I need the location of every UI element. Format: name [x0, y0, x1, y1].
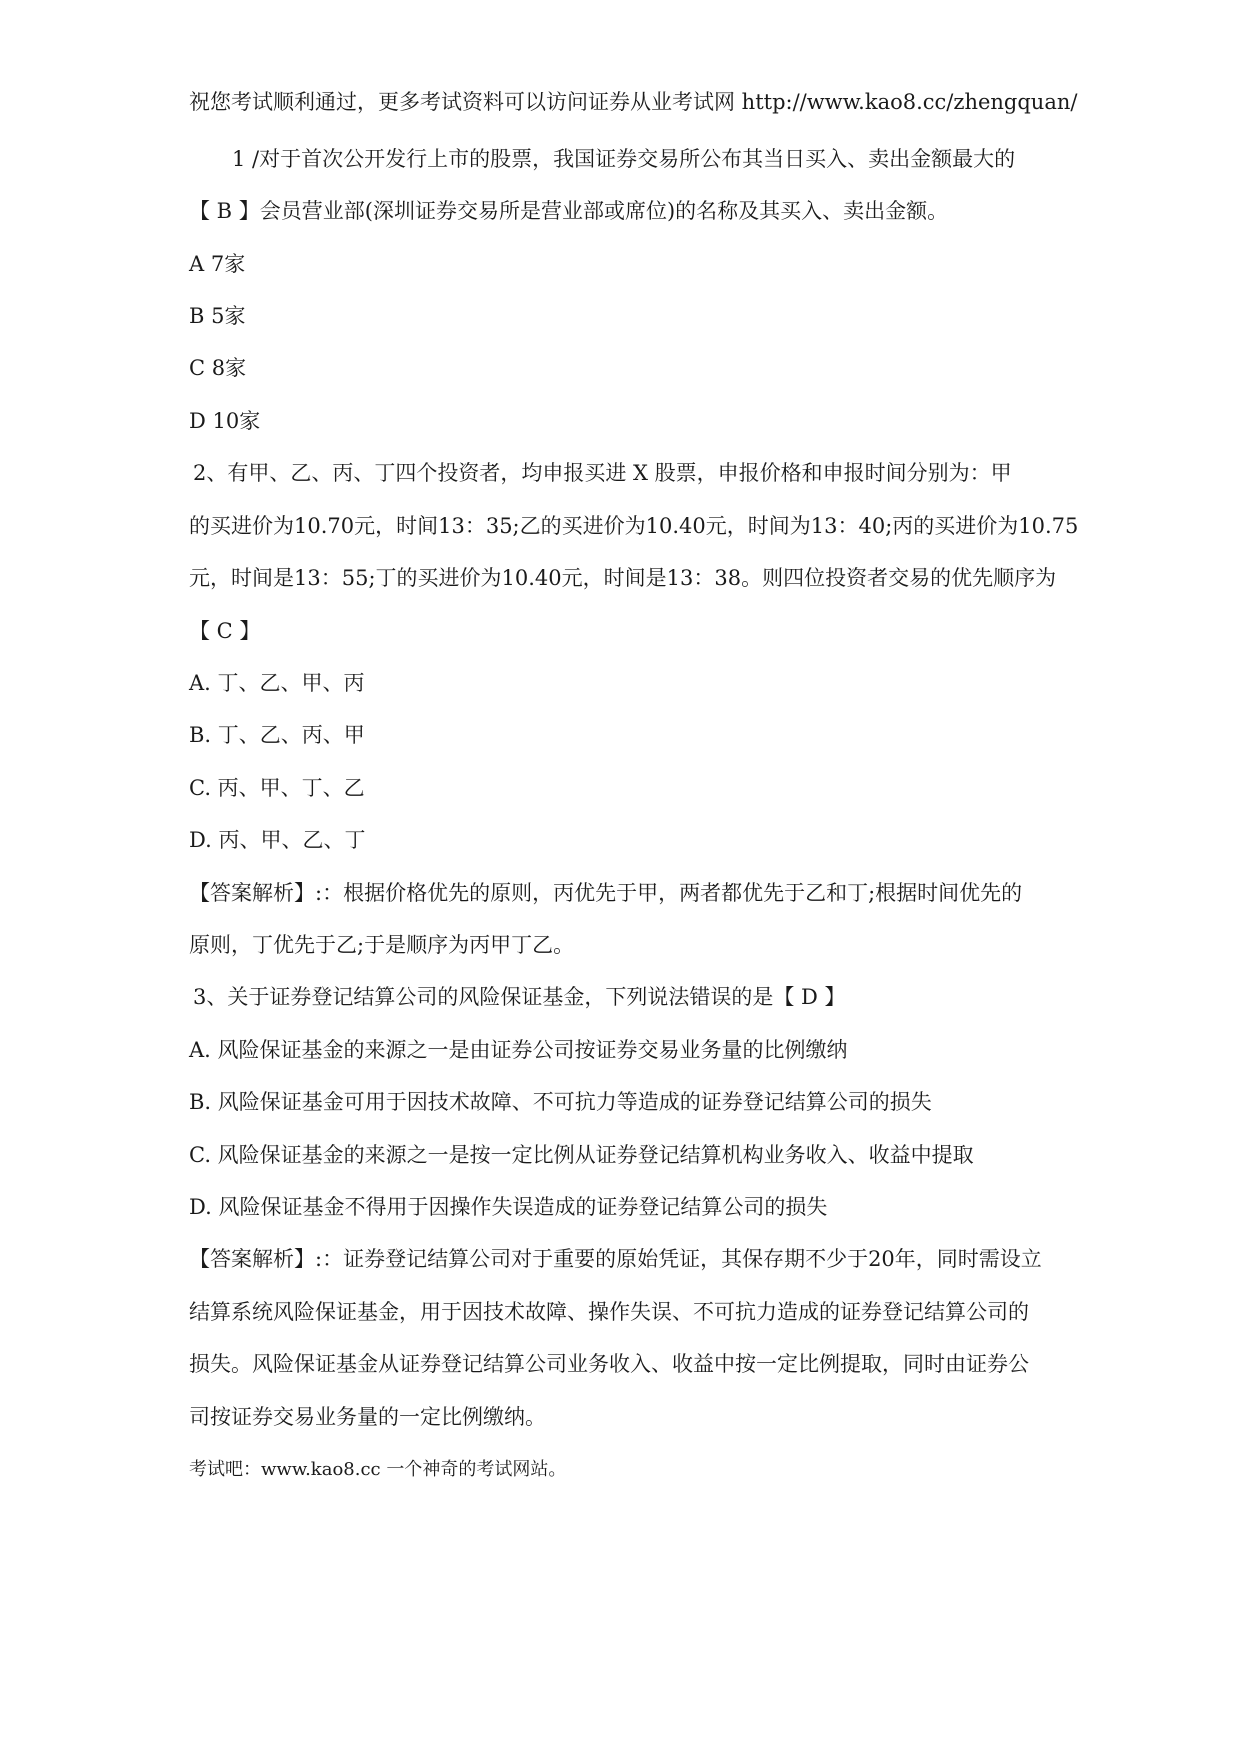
- option-d: D 10家: [189, 409, 261, 433]
- question-stem-line: 2、有甲、乙、丙、丁四个投资者，均申报买进 X 股票，申报价格和申报时间分别为：甲: [193, 461, 1012, 485]
- option-c: C 8家: [189, 356, 247, 380]
- question-stem-line: 【 B 】会员营业部(深圳证券交易所是营业部或席位)的名称及其买入、卖出金额。: [189, 199, 949, 223]
- footer-text: 考试吧：www.kao8.cc 一个神奇的考试网站。: [189, 1459, 567, 1480]
- option-c: C. 风险保证基金的来源之一是按一定比例从证券登记结算机构业务收入、收益中提取: [189, 1143, 974, 1167]
- question-stem-line: 的买进价为10.70元，时间13：35;乙的买进价为10.40元，时间为13：40;丙的买进价为10.75: [189, 514, 1079, 538]
- option-d: D. 丙、甲、乙、丁: [189, 828, 366, 852]
- header-text: 祝您考试顺利通过，更多考试资料可以访问证券从业考试网 http://www.kao8.cc/zhengquan/: [189, 90, 1078, 114]
- answer-analysis-line: 原则，丁优先于乙;于是顺序为丙甲丁乙。: [189, 933, 575, 957]
- answer-bracket: 【 C 】: [189, 619, 261, 643]
- option-c: C. 丙、甲、丁、乙: [189, 776, 365, 800]
- answer-analysis-line: 【答案解析】:：证券登记结算公司对于重要的原始凭证，其保存期不少于20年，同时需设立: [189, 1247, 1042, 1271]
- answer-analysis-line: 【答案解析】:：根据价格优先的原则，丙优先于甲，两者都优先于乙和丁;根据时间优先的: [189, 881, 1023, 905]
- question-stem-line: 元，时间是13：55;丁的买进价为10.40元，时间是13：38。则四位投资者交易的优先顺序为: [189, 566, 1057, 590]
- option-a: A. 风险保证基金的来源之一是由证券公司按证券交易业务量的比例缴纳: [189, 1038, 848, 1062]
- question-stem-line: 3、关于证券登记结算公司的风险保证基金，下列说法错误的是【 D 】: [193, 985, 846, 1009]
- answer-analysis-line: 司按证券交易业务量的一定比例缴纳。: [189, 1405, 546, 1429]
- option-b: B 5家: [189, 304, 246, 328]
- question-stem-line: 1 /对于首次公开发行上市的股票，我国证券交易所公布其当日买入、卖出金额最大的: [232, 147, 1016, 171]
- option-a: A. 丁、乙、甲、丙: [189, 671, 365, 695]
- option-b: B. 风险保证基金可用于因技术故障、不可抗力等造成的证券登记结算公司的损失: [189, 1090, 932, 1114]
- answer-analysis-line: 损失。风险保证基金从证券登记结算公司业务收入、收益中按一定比例提取，同时由证券公: [189, 1352, 1029, 1376]
- option-d: D. 风险保证基金不得用于因操作失误造成的证券登记结算公司的损失: [189, 1195, 828, 1219]
- option-b: B. 丁、乙、丙、甲: [189, 723, 365, 747]
- answer-analysis-line: 结算系统风险保证基金，用于因技术故障、操作失误、不可抗力造成的证券登记结算公司的: [189, 1300, 1029, 1324]
- option-a: A 7家: [189, 252, 246, 276]
